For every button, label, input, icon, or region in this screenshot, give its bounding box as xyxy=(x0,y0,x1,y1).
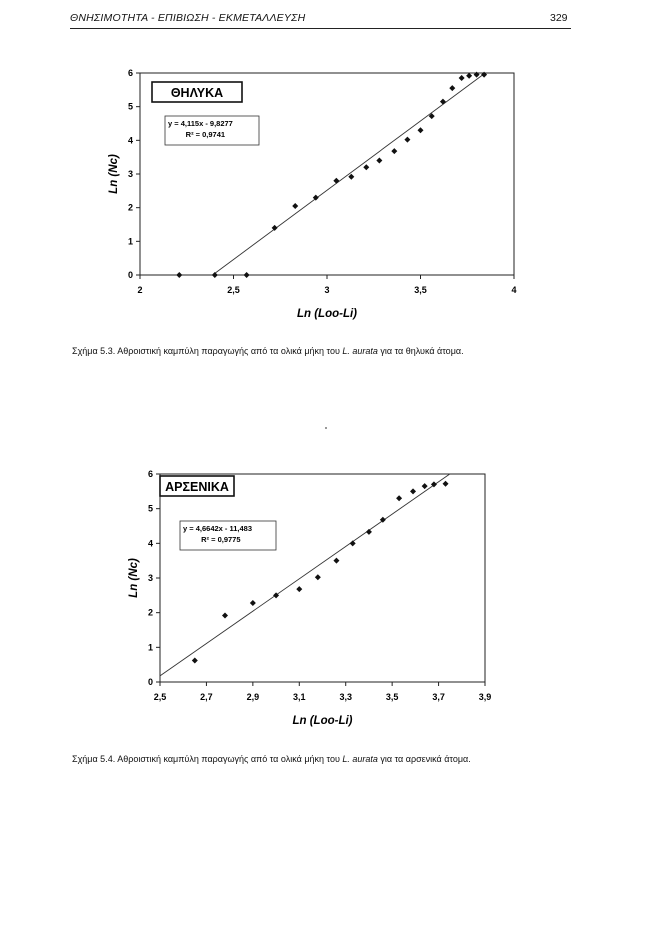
regression-equation: y = 4,6642x - 11,483 xyxy=(183,524,253,533)
data-point xyxy=(222,612,228,618)
caption-prefix: Σχήμα 5.3. Αθροιστική καμπύλη παραγωγής από τα ολικά μήκη του xyxy=(72,346,343,356)
y-tick-label: 0 xyxy=(127,270,133,280)
data-point xyxy=(296,586,302,592)
x-axis-label: Ln (Loo-Li) xyxy=(296,308,358,320)
caption-species: L. aurata xyxy=(342,346,378,356)
y-tick-label: 5 xyxy=(127,101,133,112)
caption-species: L. aurata xyxy=(342,754,378,764)
x-tick-label: 3,5 xyxy=(385,692,399,702)
x-tick-label: 2 xyxy=(137,285,143,295)
regression-equation: y = 4,115x - 9,8277 xyxy=(168,119,233,128)
data-point xyxy=(333,558,339,564)
r-squared: R² = 0,9741 xyxy=(185,130,226,139)
caption-prefix: Σχήμα 5.4. Αθροιστική καμπύλη παραγωγής από τα ολικά μήκη του xyxy=(72,754,343,764)
data-point xyxy=(192,658,198,664)
y-tick-label: 2 xyxy=(147,607,153,618)
y-tick-label: 1 xyxy=(127,236,133,247)
y-tick-label: 1 xyxy=(147,642,153,653)
y-tick-label: 5 xyxy=(147,503,153,514)
y-tick-label: 0 xyxy=(147,677,153,687)
x-tick-label: 2,9 xyxy=(246,692,260,702)
y-tick-label: 6 xyxy=(127,68,133,78)
x-tick-label: 3,3 xyxy=(339,692,352,702)
x-tick-label: 4 xyxy=(511,285,517,295)
data-point xyxy=(350,540,356,546)
x-tick-label: 3,1 xyxy=(293,692,306,702)
x-tick-label: 3,5 xyxy=(414,285,427,295)
y-tick-label: 3 xyxy=(147,573,153,583)
chart-title: ΘΗΛΥΚΑ xyxy=(170,86,224,100)
data-point xyxy=(315,574,321,580)
data-point xyxy=(366,529,372,535)
x-tick-label: 2,5 xyxy=(227,285,240,295)
caption-suffix: για τα αρσενικά άτομα. xyxy=(377,754,471,764)
page-number: 329 xyxy=(550,12,568,24)
chart-title: ΑΡΣΕΝΙΚΑ xyxy=(165,480,229,494)
caption-suffix: για τα θηλυκά άτομα. xyxy=(377,346,464,356)
x-tick-label: 3 xyxy=(324,285,330,295)
data-point xyxy=(250,600,256,606)
r-squared: R² = 0,9775 xyxy=(201,535,241,544)
data-point xyxy=(422,483,428,489)
y-tick-label: 3 xyxy=(127,169,133,179)
x-tick-label: 2,5 xyxy=(153,692,167,702)
x-axis-label: Ln (Loo-Li) xyxy=(292,715,353,727)
x-tick-label: 2,7 xyxy=(200,692,213,702)
trendline xyxy=(160,474,450,676)
y-axis-label: Ln (Nc) xyxy=(128,558,140,598)
caption-figure-5-4 xyxy=(72,754,471,764)
x-tick-label: 3,9 xyxy=(478,692,492,702)
data-point xyxy=(443,481,449,487)
data-point xyxy=(396,495,402,501)
y-tick-label: 2 xyxy=(127,202,133,213)
y-tick-label: 6 xyxy=(147,469,153,479)
y-axis-label: Ln (Nc) xyxy=(108,154,120,194)
y-tick-label: 4 xyxy=(147,538,153,549)
running-header-title: ΘΝΗΣΙΜΟΤΗΤΑ - ΕΠΙΒΙΩΣΗ - ΕΚΜΕΤΑΛΛΕΥΣΗ xyxy=(70,12,306,24)
plot-frame xyxy=(160,474,485,682)
data-point xyxy=(410,488,416,494)
x-tick-label: 3,7 xyxy=(432,692,445,702)
y-tick-label: 4 xyxy=(127,135,133,146)
